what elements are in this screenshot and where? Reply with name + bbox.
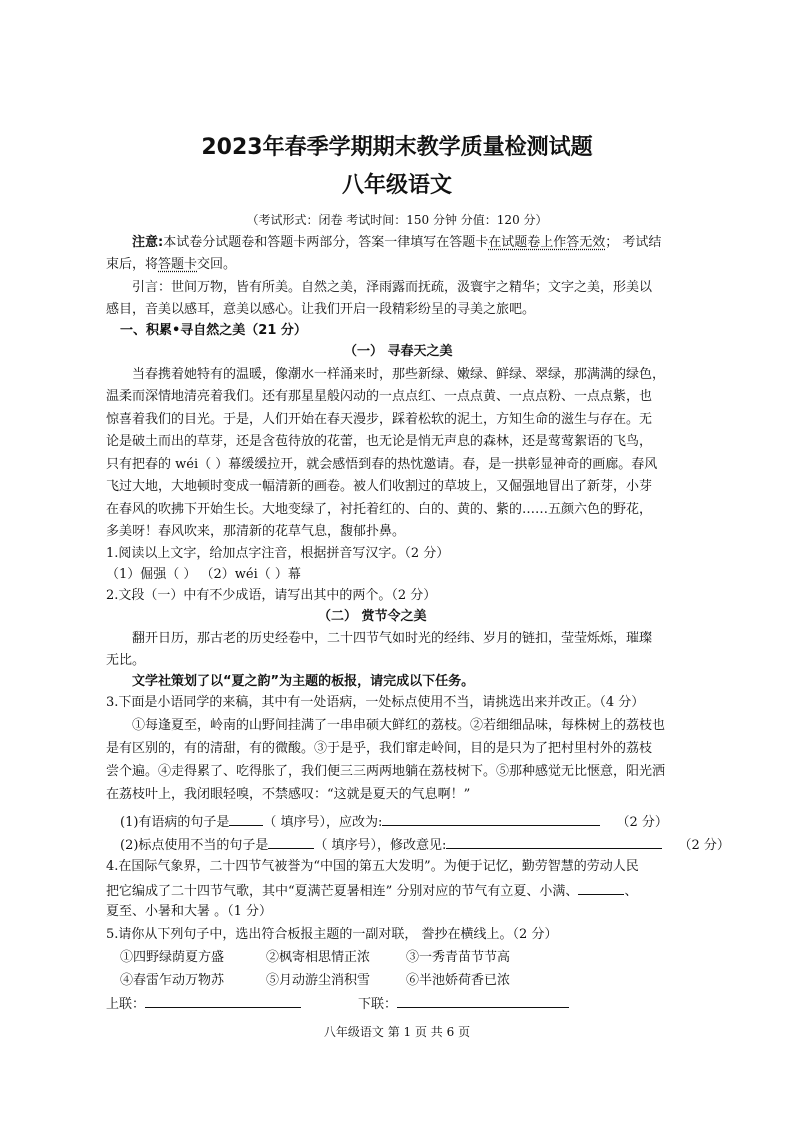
- q3-sub-2-mid: （ 填序号），修改意见:: [314, 838, 447, 853]
- question-4-line-2: [106, 880, 637, 902]
- q3-sub-1: [120, 811, 668, 833]
- q3-sub-1-prompt: (1)有语病的句子是: [120, 815, 230, 830]
- question-1-answer-line: （1）倔强（ ） （2）wéi（ ）幕: [106, 567, 301, 582]
- couplet-upper-blank[interactable]: [145, 993, 301, 1008]
- couplet-upper: [106, 993, 301, 1015]
- notice-text: 交回。: [197, 257, 237, 272]
- question-3: 3.下面是小语同学的来稿，其中有一处语病，一处标点使用不当，请挑选出来并改正。（4 分）: [106, 695, 645, 710]
- couplet-upper-label: 上联：: [106, 997, 146, 1012]
- question-4-line-3: 夏至、小暑和大暑 。（1 分）: [106, 904, 273, 919]
- q3-sub-1-mid: （ 填序号），应改为:: [263, 815, 383, 830]
- q3-sub-2-prompt: (2)标点使用不当的句子是: [120, 838, 269, 853]
- option-item: ①四野绿荫夏方盛: [120, 950, 225, 965]
- exam-info: （考试形式：闭卷 考试时间：150 分钟 分值：120 分）: [246, 213, 548, 227]
- passage-line: 在春风的吹拂下开始生长。大地变绿了，衬托着红的、白的、黄的、紫的……五颜六色的野花，: [106, 502, 653, 517]
- q3-passage-line: ①每逢夏至，岭南的山野间挂满了一串串硕大鲜红的荔枝。②若细细品味，每株树上的荔枝也: [132, 718, 666, 733]
- exam-subject: 八年级语文: [341, 173, 452, 198]
- q3-sub-1-score: （2 分）: [616, 815, 668, 830]
- exam-title: 2023年春季学期期末教学质量检测试题: [201, 135, 593, 160]
- passage-line: 多美呀！春风吹来，那清新的花草气息，馥郁扑鼻。: [106, 524, 406, 539]
- answer-blank[interactable]: [382, 811, 600, 826]
- intro-line: 感目，音美以感耳，意美以感心。让我们开启一段精彩纷呈的寻美之旅吧。: [106, 302, 536, 317]
- task-instruction: 文学社策划了以“夏之韵”为主题的板报，请完成以下任务。: [132, 674, 475, 689]
- couplet-lower-blank[interactable]: [397, 993, 569, 1008]
- q3-passage-line: 在荔枝叶上，我闭眼轻嗅，不禁感叹：“这就是夏天的气息啊！”: [106, 787, 471, 802]
- couplet-lower: [358, 993, 569, 1015]
- passage-line: 翻开日历，那古老的历史经卷中，二十四节气如时光的经纬、岁月的链扣，莹莹烁烁，璀璨: [132, 631, 653, 646]
- notice-line-2: [106, 255, 236, 275]
- notice-label: 注意:: [132, 235, 164, 250]
- question-1: 1.阅读以上文字，给加点字注音，根据拼音写汉字。（2 分）: [106, 546, 450, 561]
- option-item: ④春雷乍动万物苏: [120, 973, 225, 988]
- notice-line-1: [132, 233, 661, 253]
- passage-line: 无比。: [106, 653, 146, 668]
- notice-emphasis: 在试题卷上作答无效: [488, 235, 606, 250]
- notice-emphasis: 答题卡: [158, 257, 198, 272]
- answer-blank[interactable]: [446, 834, 662, 849]
- q3-sub-2: [120, 834, 730, 856]
- q4-text-end: 、: [624, 884, 638, 899]
- subsection-heading: （一） 寻春天之美: [344, 344, 453, 359]
- option-item: ⑥半池娇荷香已浓: [406, 973, 511, 988]
- answer-blank[interactable]: [578, 880, 624, 895]
- q3-passage-line: 尝个遍。④走得累了、吃得胀了，我们便三三两两地躺在荔枝树下。⑤那种感觉无比惬意，阳光洒: [106, 764, 666, 779]
- notice-text: ； 考试结: [605, 235, 662, 250]
- passage-line: 只有把春的 wéi（ ）幕缓缓拉开，就会感悟到春的热忱邀请。春，是一拱彰显神奇的画廊。春风: [106, 457, 658, 472]
- option-item: ③一秀青苗节节高: [406, 950, 511, 965]
- option-item: ⑤月动游尘消积雪: [266, 973, 371, 988]
- answer-blank[interactable]: [268, 834, 314, 849]
- question-2: 2.文段（一）中有不少成语，请写出其中的两个。（2 分）: [106, 588, 437, 603]
- couplet-lower-label: 下联：: [358, 997, 398, 1012]
- q3-sub-2-score: （2 分）: [678, 838, 730, 853]
- notice-text: 束后，将: [106, 257, 159, 272]
- notice-text: 本试卷分试题卷和答题卡两部分，答案一律填写在答题卡: [163, 235, 489, 250]
- passage-line: 论是破土而出的草芽，还是含苞待放的花蕾，也无论是悄无声息的森林，还是莺莺絮语的飞鸟，: [106, 434, 653, 449]
- q3-passage-line: 是有区别的，有的清甜，有的微酸。③于是乎，我们窜走岭间，目的是只为了把村里村外的荔枝: [106, 741, 653, 756]
- q4-text: 把它编成了二十四节气歌，其中“夏满芒夏暑相连” 分别对应的节气有立夏、小满、: [106, 884, 579, 899]
- page-footer: 八年级语文 第 1 页 共 6 页: [323, 1025, 471, 1039]
- option-item: ②枫寄相思情正浓: [266, 950, 371, 965]
- subsection-heading: （二） 赏节令之美: [318, 609, 427, 624]
- intro-line: 引言：世间万物，皆有所美。自然之美，泽雨露而抚疏，汲寰宇之精华；文字之美，形美以: [132, 280, 653, 295]
- question-5: 5.请你从下列句子中，选出符合板报主题的一副对联， 誊抄在横线上。（2 分）: [106, 927, 558, 942]
- passage-line: 惊喜着我们的目光。于是，人们开始在春天漫步，踩着松软的泥土，方知生命的滋生与存在。无: [106, 412, 653, 427]
- passage-line: 当春携着她特有的温暖，像潮水一样涌来时，那些新绿、嫩绿、鲜绿、翠绿，那满满的绿色，: [132, 367, 666, 382]
- passage-line: 飞过大地，大地顿时变成一幅清新的画卷。被人们收割过的草坡上，又倔强地冒出了新芽，小芽: [106, 479, 653, 494]
- section-heading: 一、积累•寻自然之美（21 分）: [120, 323, 307, 338]
- question-4: 4.在国际气象界，二十四节气被誉为“中国的第五大发明”。为便于记忆，勤劳智慧的劳动人民: [106, 859, 639, 874]
- passage-line: 温柔而深情地清亮着我们。还有那星星般闪动的一点点红、一点点黄、一点点粉、一点点紫，也: [106, 389, 653, 404]
- answer-blank[interactable]: [229, 811, 263, 826]
